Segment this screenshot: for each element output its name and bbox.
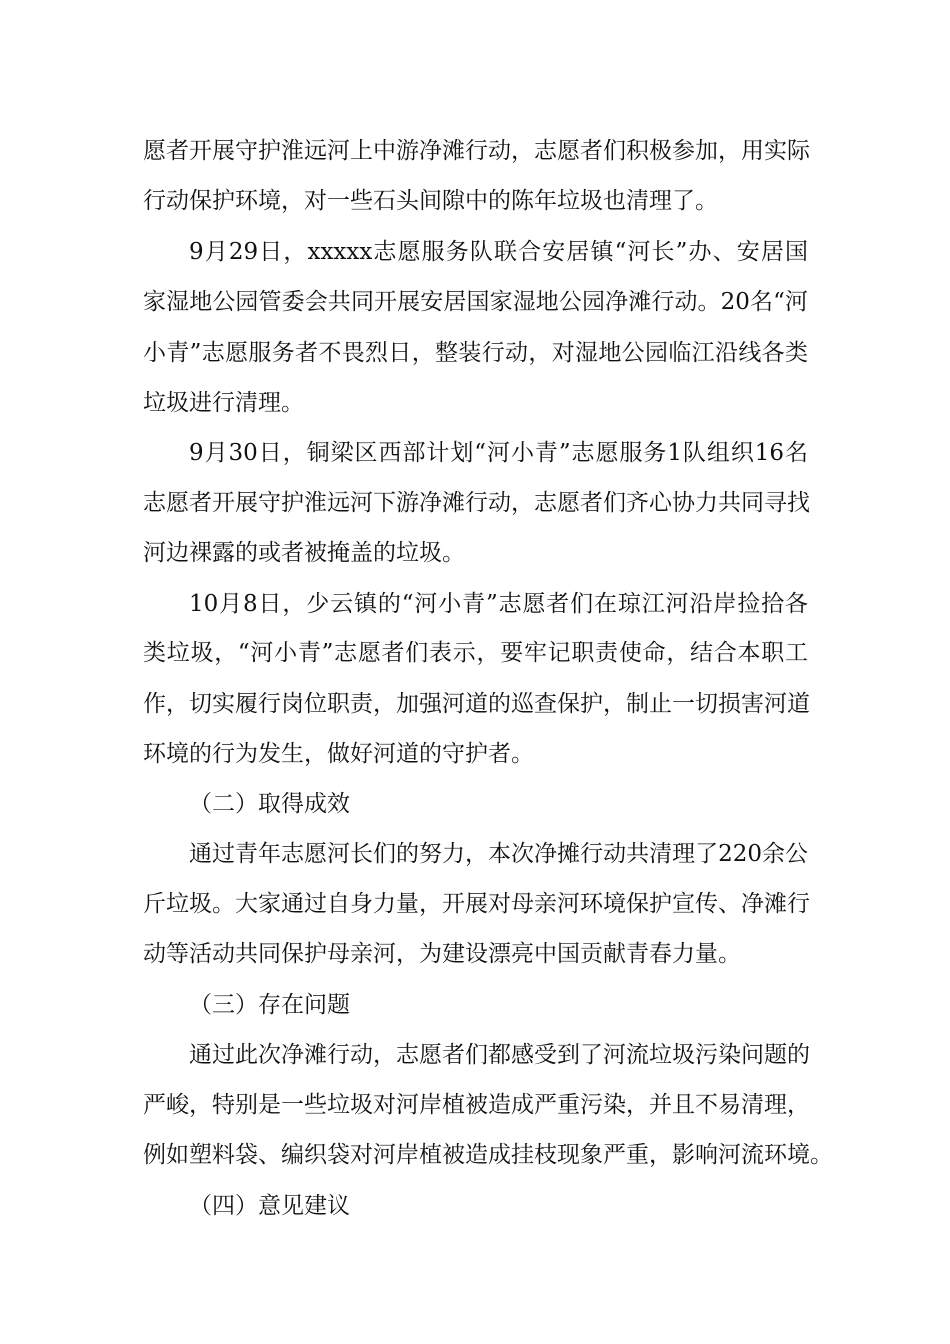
section-heading-4: （四）意见建议 (189, 1193, 350, 1219)
paragraph-6-line-2: 严峻，特别是一些垃圾对河岸植被造成严重污染，并且不易清理， (143, 1092, 810, 1118)
section-heading-3: （三）存在问题 (189, 992, 350, 1018)
paragraph-2-line-1: 9月29日，xxxxx志愿服务队联合安居镇“河长”办、安居国 (189, 239, 808, 265)
paragraph-3-line-1: 9月30日，铜梁区西部计划“河小青”志愿服务1队组织16名 (189, 440, 808, 466)
paragraph-5-line-3: 动等活动共同保护母亲河，为建设漂亮中国贡献青春力量。 (143, 941, 741, 967)
paragraph-3-line-2: 志愿者开展守护淮远河下游净滩行动，志愿者们齐心协力共同寻找 (143, 490, 810, 516)
paragraph-4-line-3: 作，切实履行岗位职责，加强河道的巡查保护，制止一切损害河道 (143, 691, 810, 717)
paragraph-2-line-3: 小青”志愿服务者不畏烈日，整装行动，对湿地公园临江沿线各类 (143, 340, 808, 366)
paragraph-2-line-2: 家湿地公园管委会共同开展安居国家湿地公园净滩行动。20名“河 (143, 289, 808, 315)
paragraph-2-line-4: 垃圾进行清理。 (143, 390, 304, 416)
paragraph-3-line-3: 河边裸露的或者被掩盖的垃圾。 (143, 540, 465, 566)
paragraph-1-line-1: 愿者开展守护淮远河上中游净滩行动，志愿者们积极参加，用实际 (143, 138, 810, 164)
paragraph-4-line-2: 类垃圾，“河小青”志愿者们表示，要牢记职责使命，结合本职工 (143, 640, 808, 666)
paragraph-4-line-4: 环境的行为发生，做好河道的守护者。 (143, 741, 534, 767)
paragraph-5-line-1: 通过青年志愿河长们的努力，本次净摊行动共清理了220余公 (189, 841, 808, 867)
paragraph-5-line-2: 斤垃圾。大家通过自身力量，开展对母亲河环境保护宣传、净滩行 (143, 891, 810, 917)
section-heading-2: （二）取得成效 (189, 791, 350, 817)
paragraph-4-line-1: 10月8日，少云镇的“河小青”志愿者们在琼江河沿岸捡拾各 (189, 591, 808, 617)
paragraph-1-line-2: 行动保护环境，对一些石头间隙中的陈年垃圾也清理了。 (143, 188, 718, 214)
paragraph-6-line-1: 通过此次净滩行动，志愿者们都感受到了河流垃圾污染问题的 (189, 1042, 810, 1068)
paragraph-6-line-3: 例如塑料袋、编织袋对河岸植被造成挂枝现象严重，影响河流环境。 (143, 1142, 833, 1168)
